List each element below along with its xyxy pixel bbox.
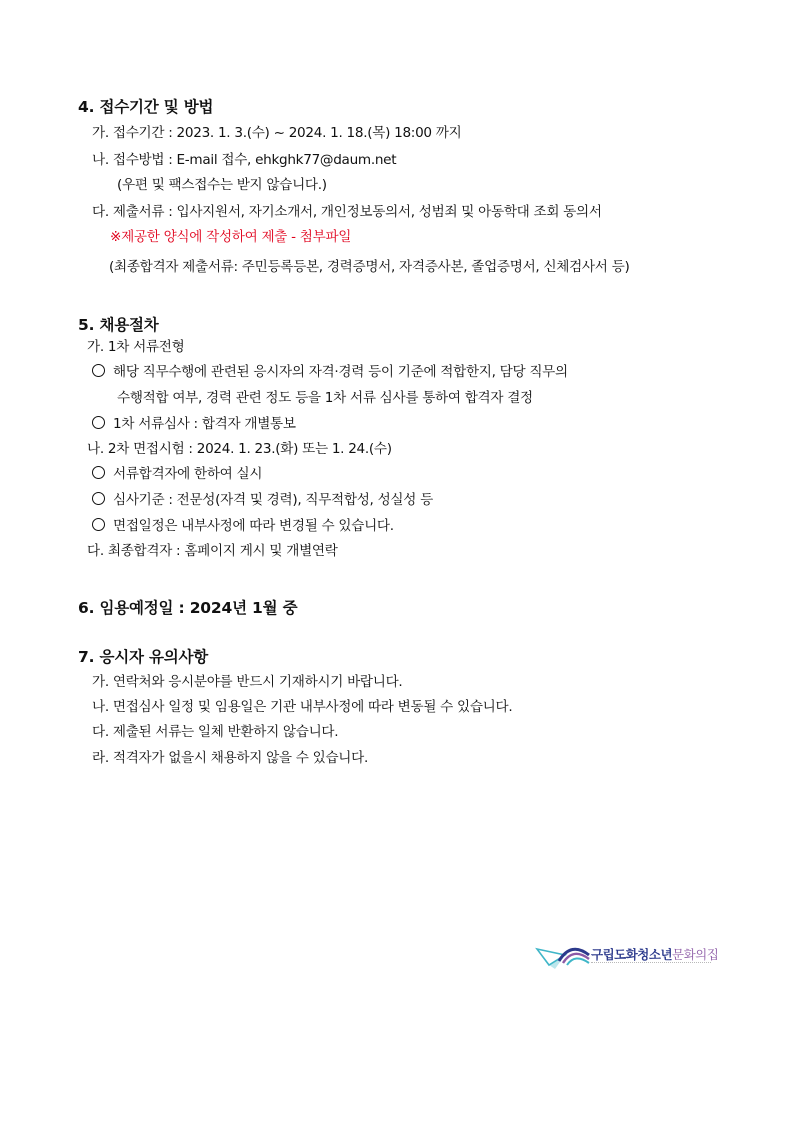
- section-5-item-a1: [92, 363, 568, 381]
- section-4-item-c-final: (최종합격자 제출서류: 주민등록등본, 경력증명서, 자격증사본, 졸업증명서, 신체검사서 등): [109, 259, 630, 275]
- section-7-item-d: 라. 적격자가 없을시 채용하지 않을 수 있습니다.: [92, 750, 368, 766]
- section-7-heading: 7. 응시자 유의사항: [78, 648, 209, 666]
- section-4-item-a: 가. 접수기간 : 2023. 1. 3.(수) ~ 2024. 1. 18.(목) 18:00 까지: [92, 125, 462, 141]
- section-4-item-b: 나. 접수방법 : E-mail 접수, ehkghk77@daum.net: [92, 152, 397, 168]
- logo-name-light: 문화의집: [672, 947, 719, 962]
- logo-name-main: 구립도화청소년: [591, 947, 673, 962]
- paper-plane-rainbow-icon: [535, 935, 595, 975]
- section-5-item-a2-text: 1차 서류심사 : 합격자 개별통보: [113, 416, 296, 432]
- organization-logo: [535, 935, 725, 975]
- section-5-item-b: 나. 2차 면접시험 : 2024. 1. 23.(화) 또는 1. 24.(수): [87, 441, 392, 457]
- circle-bullet-icon: [92, 492, 105, 505]
- section-4-heading: 4. 접수기간 및 방법: [78, 98, 214, 116]
- section-5-item-b3-text: 면접일정은 내부사정에 따라 변경될 수 있습니다.: [113, 518, 394, 534]
- section-5-item-a2: [92, 415, 296, 433]
- section-5-item-b2-text: 심사기준 : 전문성(자격 및 경력), 직무적합성, 성실성 등: [113, 492, 433, 508]
- circle-bullet-icon: [92, 518, 105, 531]
- circle-bullet-icon: [92, 466, 105, 479]
- section-5-item-b3: [92, 517, 394, 535]
- section-5-item-b1-text: 서류합격자에 한하여 실시: [113, 466, 263, 482]
- circle-bullet-icon: [92, 416, 105, 429]
- logo-wordmark: [591, 945, 718, 963]
- section-5-item-b2: [92, 491, 433, 509]
- section-6-heading: 6. 임용예정일 : 2024년 1월 중: [78, 599, 298, 617]
- section-4-item-b-note: (우편 및 팩스접수는 받지 않습니다.): [117, 177, 327, 193]
- section-5-item-c: 다. 최종합격자 : 홈페이지 게시 및 개별연락: [87, 543, 338, 559]
- section-7-item-c: 다. 제출된 서류는 일체 반환하지 않습니다.: [92, 724, 339, 740]
- section-5-item-a1-line1: 해당 직무수행에 관련된 응시자의 자격·경력 등이 기준에 적합한지, 담당 직무의: [113, 364, 568, 380]
- section-5-heading: 5. 채용절차: [78, 316, 159, 334]
- section-4-item-c-note: ※제공한 양식에 작성하여 제출 - 첨부파일: [110, 229, 352, 245]
- circle-bullet-icon: [92, 364, 105, 377]
- section-5-item-a1-line2: 수행적합 여부, 경력 관련 정도 등을 1차 서류 심사를 통하여 합격자 결정: [117, 390, 533, 406]
- section-5-item-a: 가. 1차 서류전형: [87, 339, 185, 355]
- section-5-item-b1: [92, 465, 262, 483]
- logo-subline: [591, 962, 711, 965]
- section-4-item-c: 다. 제출서류 : 입사지원서, 자기소개서, 개인정보동의서, 성범죄 및 아동학대 조회 동의서: [92, 204, 602, 220]
- section-7-item-a: 가. 연락처와 응시분야를 반드시 기재하시기 바랍니다.: [92, 674, 403, 690]
- section-7-item-b: 나. 면접심사 일정 및 임용일은 기관 내부사정에 따라 변동될 수 있습니다.: [92, 699, 513, 715]
